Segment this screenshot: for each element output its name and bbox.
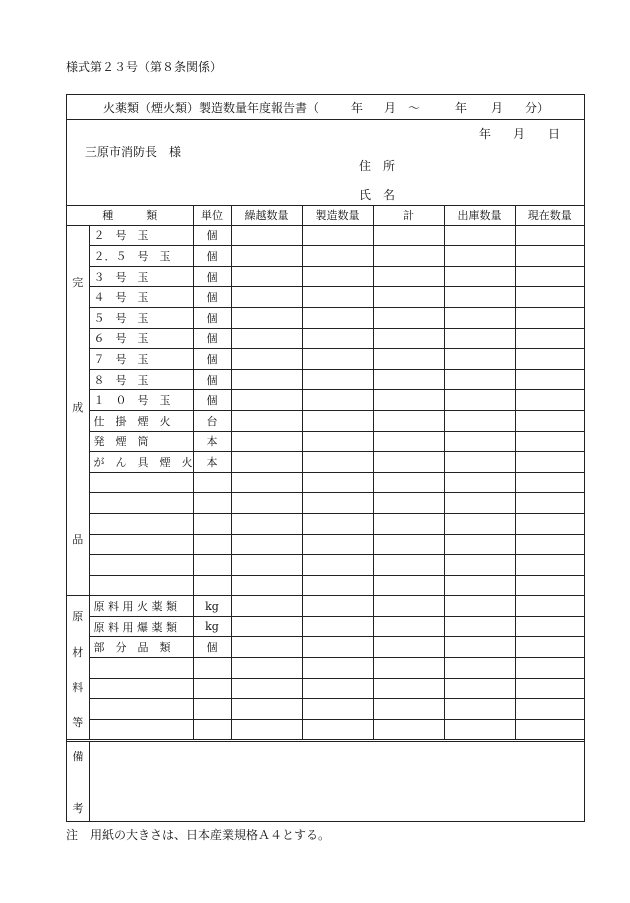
quantity-cell[interactable] — [231, 246, 302, 267]
quantity-cell[interactable] — [515, 678, 584, 699]
table-row — [67, 307, 584, 328]
item-name — [89, 534, 193, 555]
materials-group-label — [67, 596, 89, 740]
unit-cell — [193, 555, 231, 576]
quantity-cell[interactable] — [444, 555, 515, 576]
quantity-cell[interactable] — [302, 555, 373, 576]
quantity-cell[interactable] — [515, 699, 584, 720]
quantity-cell[interactable] — [373, 513, 444, 534]
quantity-cell[interactable] — [302, 287, 373, 308]
title-month: 月 — [384, 100, 397, 115]
quantity-cell[interactable] — [373, 452, 444, 473]
quantity-cell[interactable] — [444, 307, 515, 328]
item-name — [89, 575, 193, 596]
quantity-cell[interactable] — [515, 493, 584, 514]
quantity-cell[interactable] — [302, 307, 373, 328]
finished-group-label-char: 成 — [72, 400, 84, 414]
name-label: 氏 名 — [359, 188, 396, 202]
quantity-cell[interactable] — [373, 369, 444, 390]
quantity-cell[interactable] — [231, 390, 302, 411]
quantity-cell[interactable] — [302, 431, 373, 452]
quantity-cell[interactable] — [302, 637, 373, 658]
quantity-cell[interactable] — [444, 616, 515, 637]
quantity-cell[interactable] — [444, 534, 515, 555]
unit-cell: 個 — [193, 287, 231, 308]
quantity-cell[interactable] — [231, 287, 302, 308]
column-header: 現在数量 — [515, 205, 584, 225]
table-row — [67, 225, 584, 246]
item-name — [89, 431, 193, 452]
item-name — [89, 493, 193, 514]
quantity-cell[interactable] — [444, 349, 515, 370]
quantity-cell[interactable] — [231, 719, 302, 740]
quantity-cell[interactable] — [515, 472, 584, 493]
remarks-char-1: 備 — [72, 750, 84, 763]
quantity-cell[interactable] — [373, 555, 444, 576]
table-row — [67, 658, 584, 679]
unit-cell: 個 — [193, 266, 231, 287]
quantity-cell[interactable] — [515, 349, 584, 370]
quantity-cell[interactable] — [302, 699, 373, 720]
table-row — [67, 555, 584, 576]
quantity-cell[interactable] — [515, 369, 584, 390]
quantity-cell[interactable] — [231, 596, 302, 617]
item-name — [89, 287, 193, 308]
quantity-cell[interactable] — [302, 575, 373, 596]
item-name — [89, 390, 193, 411]
report-form — [66, 94, 585, 822]
item-label: ２．５ 号 玉 — [93, 249, 171, 263]
quantity-cell[interactable] — [373, 410, 444, 431]
quantity-cell[interactable] — [231, 410, 302, 431]
quantity-cell[interactable] — [302, 390, 373, 411]
item-name — [89, 307, 193, 328]
remarks-char-2: 考 — [72, 802, 84, 815]
quantity-cell[interactable] — [444, 328, 515, 349]
title-year: 年 — [351, 100, 364, 115]
quantity-cell[interactable] — [373, 575, 444, 596]
title-month2: 月 — [491, 100, 504, 115]
quantity-cell[interactable] — [231, 349, 302, 370]
quantity-cell[interactable] — [231, 431, 302, 452]
table-row — [67, 678, 584, 699]
quantity-cell[interactable] — [515, 616, 584, 637]
header-row — [67, 205, 584, 225]
quantity-cell[interactable] — [373, 699, 444, 720]
table-row — [67, 452, 584, 473]
unit-cell: 個 — [193, 637, 231, 658]
quantity-cell[interactable] — [515, 431, 584, 452]
materials-group-label-char: 等 — [72, 716, 84, 730]
item-label: 部 分 品 類 — [93, 641, 171, 655]
item-name — [89, 678, 193, 699]
quantity-cell[interactable] — [373, 266, 444, 287]
quantity-cell[interactable] — [302, 369, 373, 390]
quantity-table — [67, 205, 584, 740]
unit-cell: 本 — [193, 431, 231, 452]
item-label: ３ 号 玉 — [93, 270, 149, 284]
table-row — [67, 472, 584, 493]
quantity-cell[interactable] — [302, 472, 373, 493]
materials-group-label-char: 料 — [72, 681, 84, 695]
unit-cell: kg — [193, 596, 231, 617]
materials-group-label-char: 原 — [72, 610, 84, 624]
quantity-cell[interactable] — [444, 493, 515, 514]
title-end: 分） — [525, 100, 550, 115]
quantity-cell[interactable] — [444, 596, 515, 617]
table-row — [67, 596, 584, 617]
quantity-cell[interactable] — [444, 637, 515, 658]
quantity-cell[interactable] — [444, 452, 515, 473]
quantity-cell[interactable] — [515, 328, 584, 349]
finished-group-label-char: 品 — [72, 532, 84, 546]
quantity-cell[interactable] — [302, 658, 373, 679]
quantity-cell[interactable] — [302, 246, 373, 267]
quantity-cell[interactable] — [444, 266, 515, 287]
quantity-cell[interactable] — [444, 431, 515, 452]
item-label: ６ 号 玉 — [93, 332, 149, 346]
quantity-cell[interactable] — [515, 719, 584, 740]
quantity-cell[interactable] — [231, 699, 302, 720]
table-row — [67, 390, 584, 411]
item-name — [89, 452, 193, 473]
quantity-cell[interactable] — [444, 225, 515, 246]
table-row — [67, 410, 584, 431]
quantity-cell[interactable] — [373, 246, 444, 267]
quantity-cell[interactable] — [515, 513, 584, 534]
item-name — [89, 225, 193, 246]
quantity-cell[interactable] — [444, 719, 515, 740]
column-header: 出庫数量 — [444, 205, 515, 225]
quantity-cell[interactable] — [444, 390, 515, 411]
table-row — [67, 246, 584, 267]
quantity-cell[interactable] — [373, 390, 444, 411]
unit-cell — [193, 534, 231, 555]
table-row — [67, 287, 584, 308]
unit-cell: 個 — [193, 328, 231, 349]
quantity-cell[interactable] — [302, 266, 373, 287]
quantity-cell[interactable] — [515, 555, 584, 576]
remarks-label — [67, 742, 90, 821]
item-label: ４ 号 玉 — [93, 291, 149, 305]
quantity-cell[interactable] — [373, 225, 444, 246]
quantity-cell[interactable] — [444, 472, 515, 493]
item-name — [89, 719, 193, 740]
item-name — [89, 410, 193, 431]
item-name — [89, 246, 193, 267]
item-name — [89, 513, 193, 534]
unit-cell: 個 — [193, 390, 231, 411]
unit-cell — [193, 513, 231, 534]
quantity-cell[interactable] — [515, 575, 584, 596]
quantity-cell[interactable] — [231, 493, 302, 514]
item-label: が ん 具 煙 火 — [93, 455, 193, 469]
quantity-cell[interactable] — [515, 637, 584, 658]
form-number: 様式第２３号（第８条関係） — [66, 60, 223, 74]
quantity-cell[interactable] — [373, 658, 444, 679]
header-month: 月 — [513, 127, 526, 141]
item-label: ２ 号 玉 — [93, 229, 149, 243]
address-label: 住 所 — [359, 159, 396, 173]
table-row — [67, 349, 584, 370]
table-row — [67, 493, 584, 514]
unit-cell — [193, 472, 231, 493]
table-row — [67, 266, 584, 287]
item-label: １ ０ 号 玉 — [93, 394, 171, 408]
quantity-cell[interactable] — [231, 369, 302, 390]
quantity-cell[interactable] — [515, 246, 584, 267]
unit-cell — [193, 658, 231, 679]
unit-cell: 台 — [193, 410, 231, 431]
quantity-cell[interactable] — [373, 616, 444, 637]
quantity-cell[interactable] — [444, 287, 515, 308]
quantity-cell[interactable] — [302, 493, 373, 514]
item-label: 発 煙 筒 — [93, 435, 149, 449]
quantity-cell[interactable] — [302, 349, 373, 370]
unit-cell: 個 — [193, 369, 231, 390]
table-row — [67, 328, 584, 349]
quantity-cell[interactable] — [373, 678, 444, 699]
unit-cell: 個 — [193, 225, 231, 246]
quantity-cell[interactable] — [373, 431, 444, 452]
quantity-cell[interactable] — [373, 472, 444, 493]
quantity-cell[interactable] — [444, 410, 515, 431]
table-row — [67, 575, 584, 596]
item-name — [89, 596, 193, 617]
column-header: 製造数量 — [302, 205, 373, 225]
quantity-cell[interactable] — [515, 452, 584, 473]
quantity-cell[interactable] — [515, 390, 584, 411]
header-day: 日 — [548, 127, 561, 141]
unit-cell — [193, 678, 231, 699]
unit-cell — [193, 493, 231, 514]
item-name — [89, 266, 193, 287]
quantity-cell[interactable] — [373, 287, 444, 308]
table-row — [67, 719, 584, 740]
quantity-cell[interactable] — [444, 678, 515, 699]
quantity-cell[interactable] — [515, 225, 584, 246]
quantity-cell[interactable] — [231, 658, 302, 679]
quantity-cell[interactable] — [231, 452, 302, 473]
title-text: 火薬類（煙火類）製造数量年度報告書（ — [103, 100, 320, 115]
unit-cell — [193, 699, 231, 720]
column-header: 単位 — [193, 205, 231, 225]
table-row — [67, 513, 584, 534]
quantity-cell[interactable] — [231, 266, 302, 287]
materials-group-label-char: 材 — [72, 646, 84, 660]
unit-cell — [193, 719, 231, 740]
column-header: 計 — [373, 205, 444, 225]
column-header: 繰越数量 — [231, 205, 302, 225]
item-label: ８ 号 玉 — [93, 373, 149, 387]
unit-cell: 個 — [193, 349, 231, 370]
item-name — [89, 472, 193, 493]
title-tilde: ～ — [408, 100, 421, 115]
unit-cell: 本 — [193, 452, 231, 473]
quantity-cell[interactable] — [444, 575, 515, 596]
quantity-cell[interactable] — [515, 534, 584, 555]
quantity-cell[interactable] — [302, 534, 373, 555]
table-row — [67, 534, 584, 555]
item-name — [89, 637, 193, 658]
item-label: 仕 掛 煙 火 — [93, 414, 171, 428]
unit-cell: 個 — [193, 307, 231, 328]
addressee: 三原市消防長 様 — [85, 145, 182, 159]
quantity-cell[interactable] — [302, 719, 373, 740]
item-name — [89, 328, 193, 349]
quantity-cell[interactable] — [444, 658, 515, 679]
quantity-cell[interactable] — [231, 513, 302, 534]
finished-group-label — [67, 225, 89, 596]
quantity-cell[interactable] — [231, 637, 302, 658]
quantity-cell[interactable] — [515, 266, 584, 287]
quantity-cell[interactable] — [302, 225, 373, 246]
quantity-cell[interactable] — [373, 328, 444, 349]
quantity-cell[interactable] — [231, 472, 302, 493]
quantity-cell[interactable] — [302, 678, 373, 699]
quantity-cell[interactable] — [373, 307, 444, 328]
item-name — [89, 658, 193, 679]
quantity-cell[interactable] — [302, 410, 373, 431]
quantity-cell[interactable] — [373, 596, 444, 617]
quantity-cell[interactable] — [302, 328, 373, 349]
item-label: ５ 号 玉 — [93, 311, 149, 325]
item-name — [89, 555, 193, 576]
quantity-cell[interactable] — [231, 678, 302, 699]
quantity-cell[interactable] — [515, 596, 584, 617]
item-name — [89, 349, 193, 370]
item-name — [89, 699, 193, 720]
quantity-cell[interactable] — [231, 616, 302, 637]
item-label: 原 料 用 火 薬 類 — [93, 600, 177, 614]
unit-cell: kg — [193, 616, 231, 637]
quantity-cell[interactable] — [373, 349, 444, 370]
unit-cell: 個 — [193, 246, 231, 267]
title-year2: 年 — [455, 100, 468, 115]
table-row — [67, 637, 584, 658]
quantity-cell[interactable] — [515, 410, 584, 431]
quantity-cell[interactable] — [302, 513, 373, 534]
quantity-cell[interactable] — [231, 225, 302, 246]
quantity-cell[interactable] — [373, 534, 444, 555]
item-label: ７ 号 玉 — [93, 352, 149, 366]
table-row — [67, 431, 584, 452]
quantity-cell[interactable] — [231, 328, 302, 349]
quantity-cell[interactable] — [444, 246, 515, 267]
header-block — [67, 119, 584, 206]
unit-cell — [193, 575, 231, 596]
item-name — [89, 616, 193, 637]
table-row — [67, 616, 584, 637]
item-label: 原 料 用 爆 薬 類 — [93, 620, 177, 634]
finished-group-label-char: 完 — [72, 275, 84, 289]
quantity-cell[interactable] — [302, 616, 373, 637]
quantity-cell[interactable] — [444, 699, 515, 720]
quantity-cell[interactable] — [302, 452, 373, 473]
quantity-cell[interactable] — [231, 534, 302, 555]
table-row — [67, 369, 584, 390]
quantity-cell[interactable] — [231, 307, 302, 328]
quantity-cell[interactable] — [373, 637, 444, 658]
quantity-cell[interactable] — [515, 658, 584, 679]
quantity-cell[interactable] — [444, 369, 515, 390]
remarks-area — [67, 741, 584, 821]
quantity-cell[interactable] — [231, 555, 302, 576]
form-title — [67, 95, 584, 120]
quantity-cell[interactable] — [231, 575, 302, 596]
table-row — [67, 699, 584, 720]
quantity-cell[interactable] — [515, 307, 584, 328]
column-header: 種 類 — [67, 205, 193, 225]
quantity-cell[interactable] — [444, 513, 515, 534]
quantity-cell[interactable] — [373, 493, 444, 514]
quantity-cell[interactable] — [515, 287, 584, 308]
item-name — [89, 369, 193, 390]
footnote: 注 用紙の大きさは、日本産業規格Ａ４とする。 — [66, 828, 331, 842]
quantity-cell[interactable] — [373, 719, 444, 740]
header-year: 年 — [479, 127, 492, 141]
quantity-cell[interactable] — [302, 596, 373, 617]
